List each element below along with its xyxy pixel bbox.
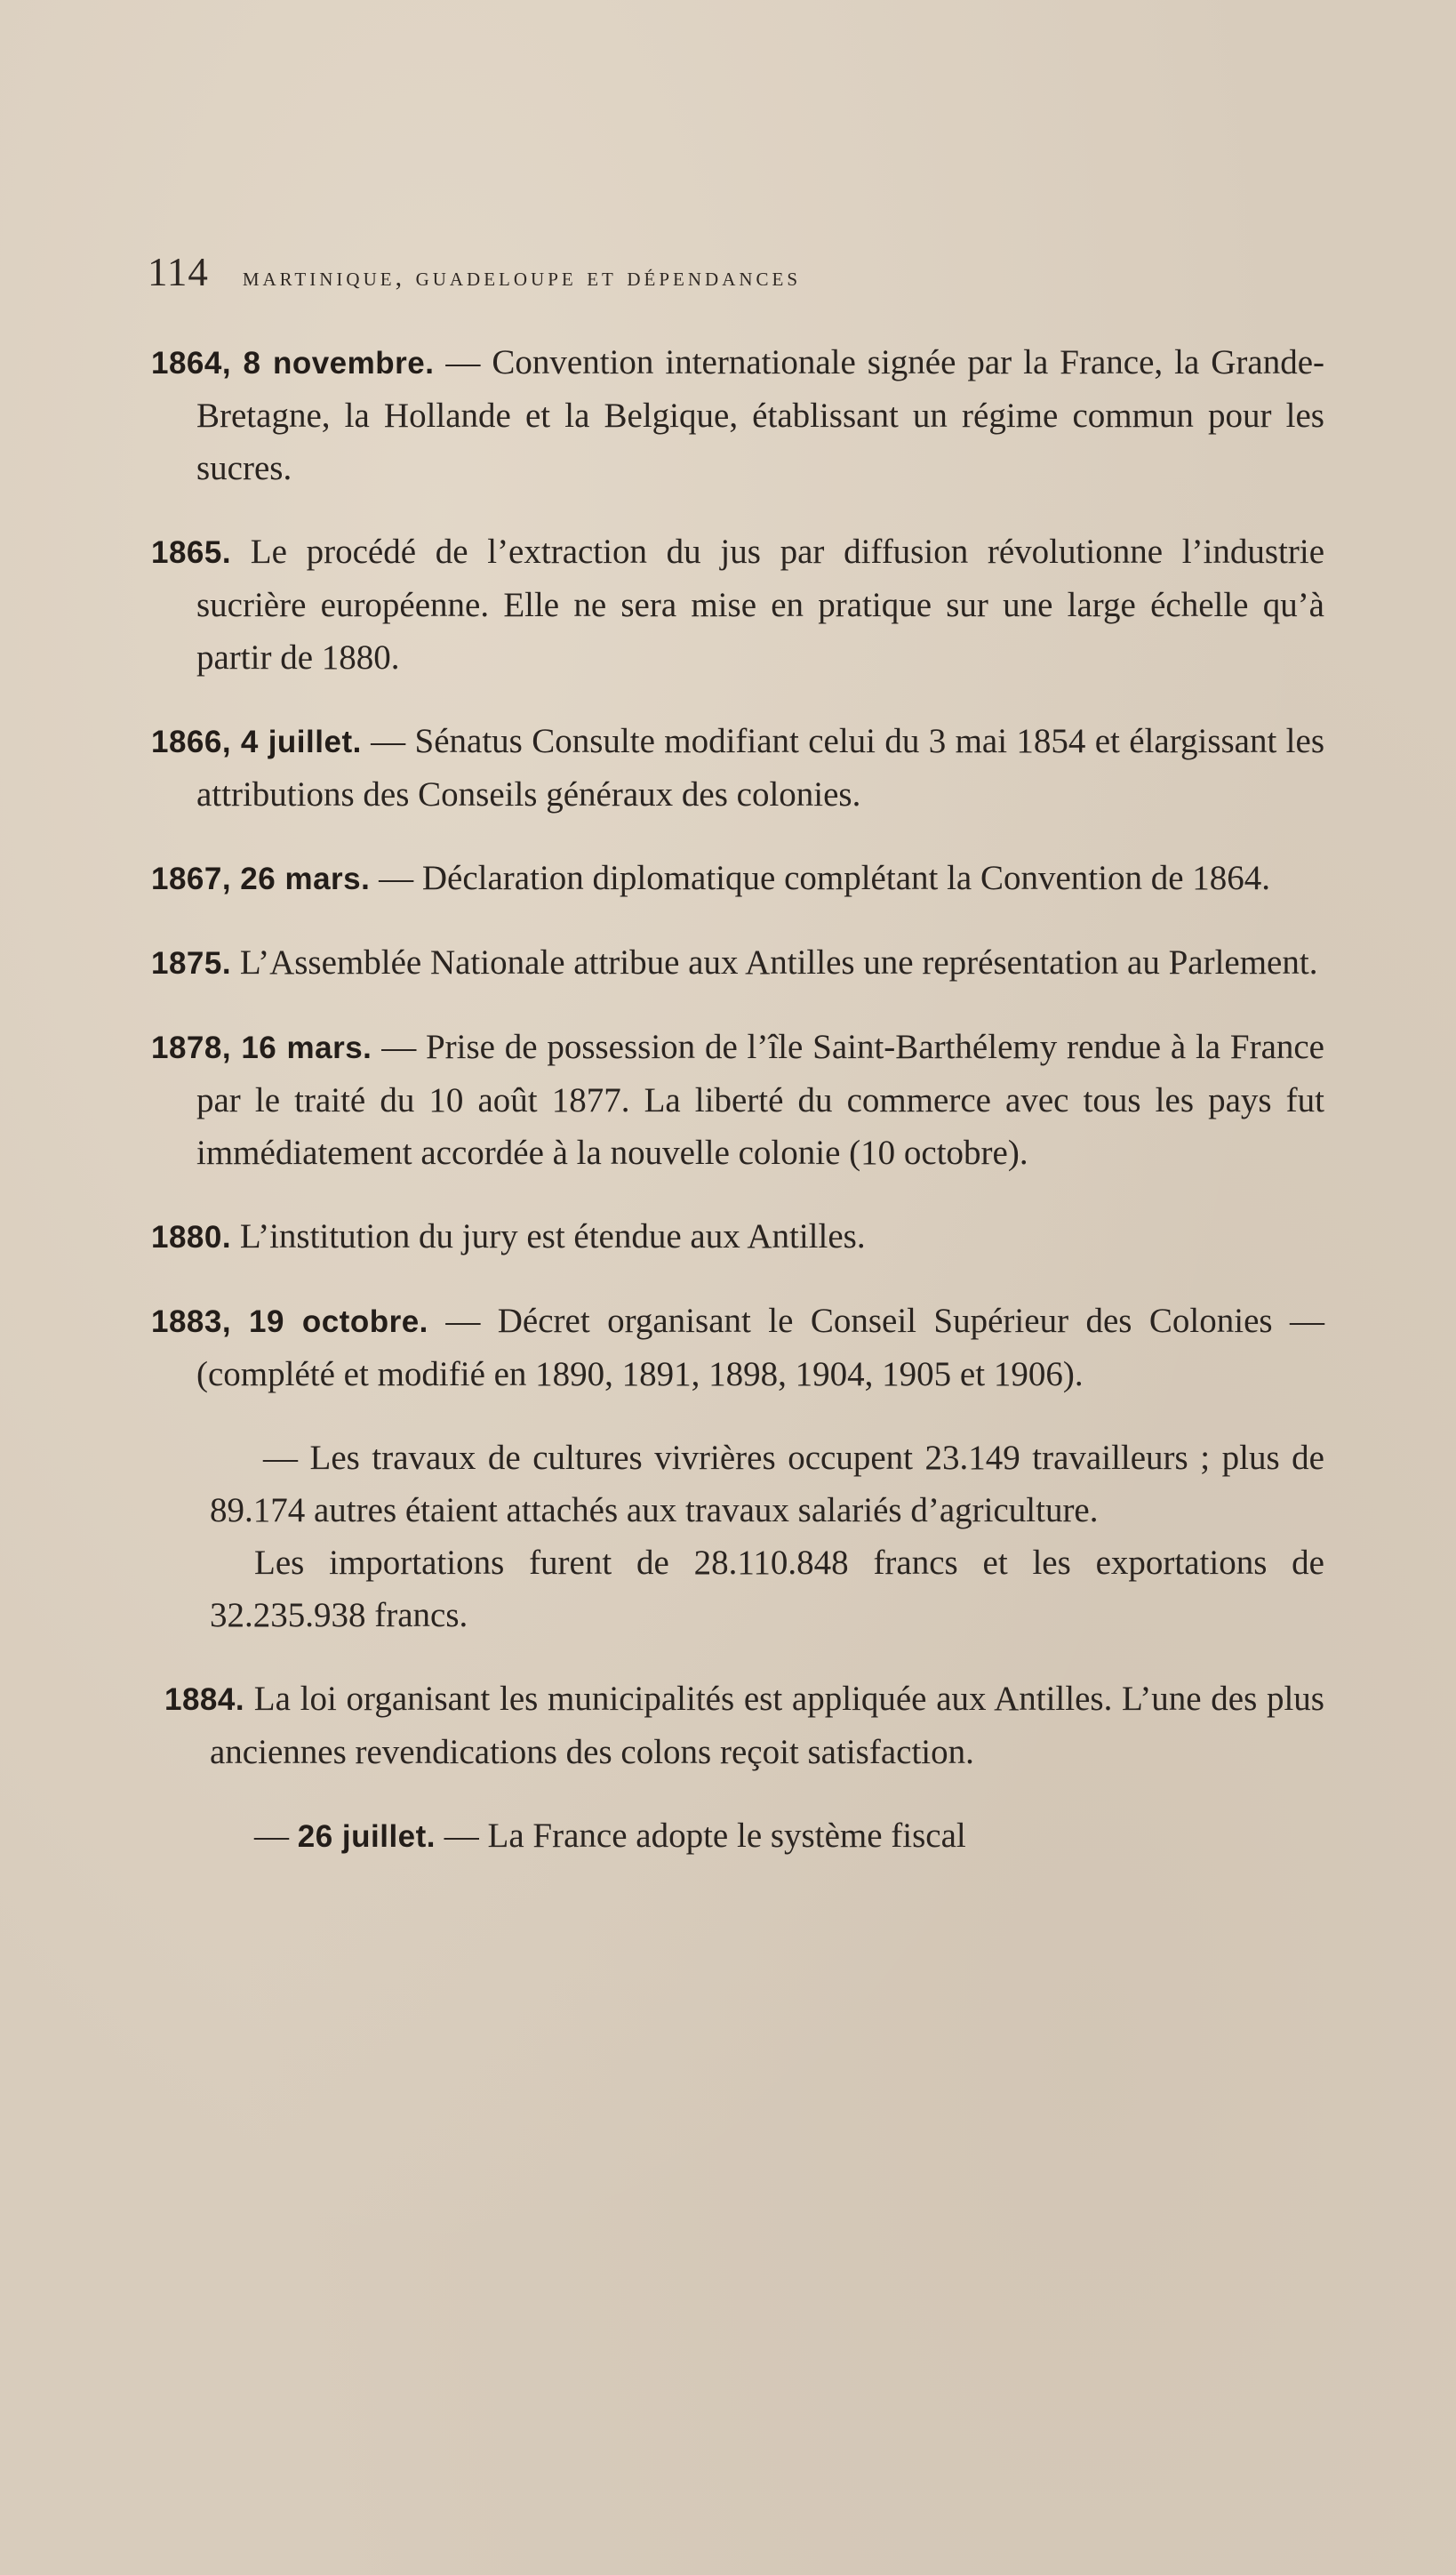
entry-text: — Convention internationale signée par la France, la Grande-Bretagne, la Hollande et la Belgique, établissant un régime commun pour les sucres. bbox=[196, 343, 1324, 487]
entry-text: — Décret organisant le Conseil Supérieur des Colonies — (complété et modifié en 1890, 1891, 1898, 1904, 1905 et 1906). bbox=[196, 1302, 1324, 1393]
entry-date: 1883, 19 octobre. bbox=[151, 1304, 428, 1339]
chronology-entry bbox=[151, 525, 1324, 684]
entry-date: 1867, 26 mars. bbox=[151, 862, 371, 896]
page-body bbox=[151, 336, 1324, 1863]
entry-date: 1878, 16 mars. bbox=[151, 1031, 372, 1065]
entry-text: — Prise de possession de l’île Saint-Barthélemy rendue à la France par le traité du 10 août 1877. La liberté du commerce avec tous les pays fut immédiatement accordée à la nouvelle colonie (10 octobre). bbox=[196, 1028, 1324, 1172]
entry-text: L’institution du jury est étendue aux Antilles. bbox=[231, 1217, 866, 1255]
running-title: martinique, guadeloupe et dépendances bbox=[242, 262, 802, 292]
entry-text: — Déclaration diplomatique complétant la Convention de 1864. bbox=[370, 859, 1271, 897]
entry-paragraph: — Les travaux de cultures vivrières occupent 23.149 travailleurs ; plus de 89.174 autres étaient attachés aux travaux salariés d’agriculture. bbox=[210, 1439, 1324, 1529]
page-number: 114 bbox=[148, 250, 209, 294]
chronology-entry bbox=[151, 852, 1324, 905]
entry-date: 1884. bbox=[164, 1682, 245, 1717]
chronology-entry bbox=[151, 1021, 1324, 1179]
entry-text: La loi organisant les municipalités est appliquée aux Antilles. L’une des plus anciennes revendications des colons reçoit satisfaction. bbox=[210, 1680, 1324, 1771]
entry-date: 1866, 4 juillet. bbox=[151, 725, 362, 759]
page-header bbox=[148, 249, 1330, 311]
entry-paragraph: Les importations furent de 28.110.848 francs et les exportations de 32.235.938 francs. bbox=[210, 1544, 1324, 1634]
chronology-entry bbox=[164, 1673, 1324, 1778]
entry-date: 26 juillet. bbox=[297, 1819, 436, 1854]
entry-text: — La France adopte le système fiscal bbox=[436, 1817, 966, 1855]
chronology-entry bbox=[151, 1210, 1324, 1263]
chronology-entry bbox=[151, 1809, 1324, 1863]
entry-date: 1875. bbox=[151, 946, 232, 981]
entry-date: 1865. bbox=[151, 535, 232, 570]
entry-text: — Sénatus Consulte modifiant celui du 3 mai 1854 et élargissant les attributions des Conseils généraux des colonies. bbox=[196, 722, 1324, 814]
chronology-entry bbox=[151, 1295, 1324, 1400]
chronology-entry bbox=[151, 936, 1324, 990]
entry-text: L’Assemblée Nationale attribue aux Antilles une représentation au Parlement. bbox=[231, 943, 1318, 982]
chronology-entry bbox=[151, 336, 1324, 494]
entry-date: 1864, 8 novembre. bbox=[151, 346, 435, 381]
entry-date: 1880. bbox=[151, 1220, 232, 1255]
chronology-entry bbox=[151, 715, 1324, 821]
entry-text: Le procédé de l’extraction du jus par diffusion révolutionne l’industrie sucrière européenne. Elle ne sera mise en pratique sur une large échelle qu’à partir de 1880. bbox=[196, 533, 1324, 677]
entry-prefix: — bbox=[254, 1817, 298, 1855]
